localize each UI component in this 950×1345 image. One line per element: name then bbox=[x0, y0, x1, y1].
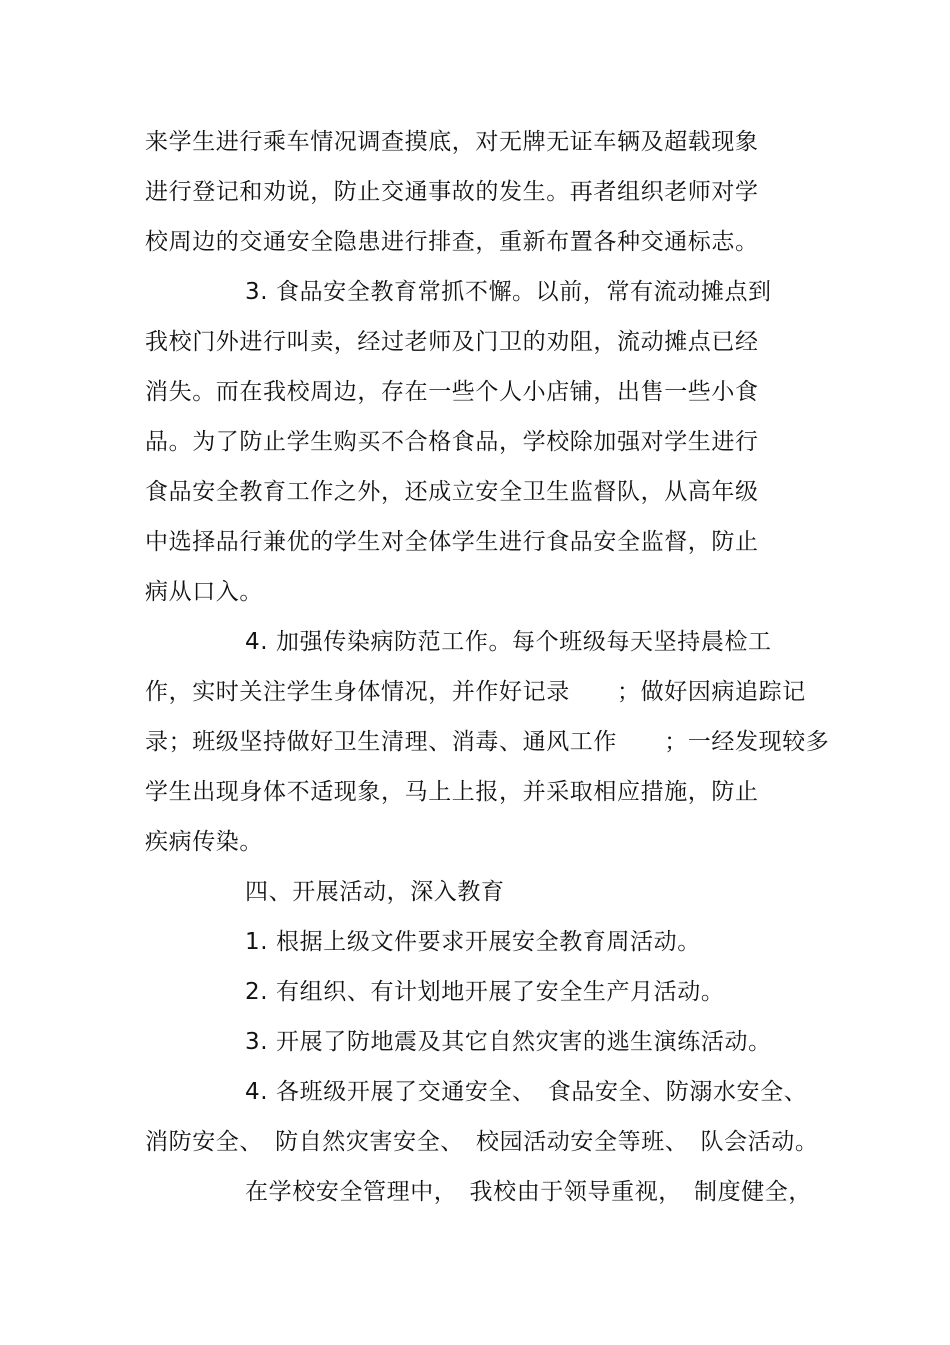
text-line-3: 校周边的交通安全隐患进行排查，重新布置各种交通标志。 bbox=[145, 229, 759, 255]
text-line-22: 在学校安全管理中， 我校由于领导重视， 制度健全， bbox=[245, 1179, 812, 1205]
text-line-10: 病从口入。 bbox=[145, 579, 263, 605]
text-line-4: 3. 食品安全教育常抓不懈。以前，常有流动摊点到 bbox=[245, 279, 772, 305]
text-line-18: 2. 有组织、有计划地开展了安全生产月活动。 bbox=[245, 979, 725, 1005]
text-line-9: 中选择品行兼优的学生对全体学生进行食品安全监督，防止 bbox=[145, 529, 759, 555]
text-line-11: 4. 加强传染病防范工作。每个班级每天坚持晨检工 bbox=[245, 629, 772, 655]
text-line-14: 学生出现身体不适现象，马上上报，并采取相应措施，防止 bbox=[145, 779, 759, 805]
text-line-15: 疾病传染。 bbox=[145, 829, 263, 855]
text-line-21: 消防安全、 防自然灾害安全、 校园活动安全等班、 队会活动。 bbox=[145, 1129, 819, 1155]
text-line-19: 3. 开展了防地震及其它自然灾害的逃生演练活动。 bbox=[245, 1029, 772, 1055]
text-line-6: 消失。而在我校周边，存在一些个人小店铺，出售一些小食 bbox=[145, 379, 759, 405]
text-line-2: 进行登记和劝说，防止交通事故的发生。再者组织老师对学 bbox=[145, 179, 759, 205]
section-heading: 四、开展活动，深入教育 bbox=[245, 879, 505, 905]
text-line-12: 作，实时关注学生身体情况，并作好记录 ；做好因病追踪记 bbox=[145, 679, 806, 705]
text-line-8: 食品安全教育工作之外，还成立安全卫生监督队，从高年级 bbox=[145, 479, 759, 505]
text-line-1: 来学生进行乘车情况调查摸底，对无牌无证车辆及超载现象 bbox=[145, 129, 759, 155]
text-line-5: 我校门外进行叫卖，经过老师及门卫的劝阻，流动摊点已经 bbox=[145, 329, 759, 355]
text-line-17: 1. 根据上级文件要求开展安全教育周活动。 bbox=[245, 929, 701, 955]
text-line-20: 4. 各班级开展了交通安全、 食品安全、防溺水安全、 bbox=[245, 1079, 808, 1105]
text-line-7: 品。为了防止学生购买不合格食品，学校除加强对学生进行 bbox=[145, 429, 759, 455]
text-line-13: 录；班级坚持做好卫生清理、消毒、通风工作 ；一经发现较多 bbox=[145, 729, 830, 755]
